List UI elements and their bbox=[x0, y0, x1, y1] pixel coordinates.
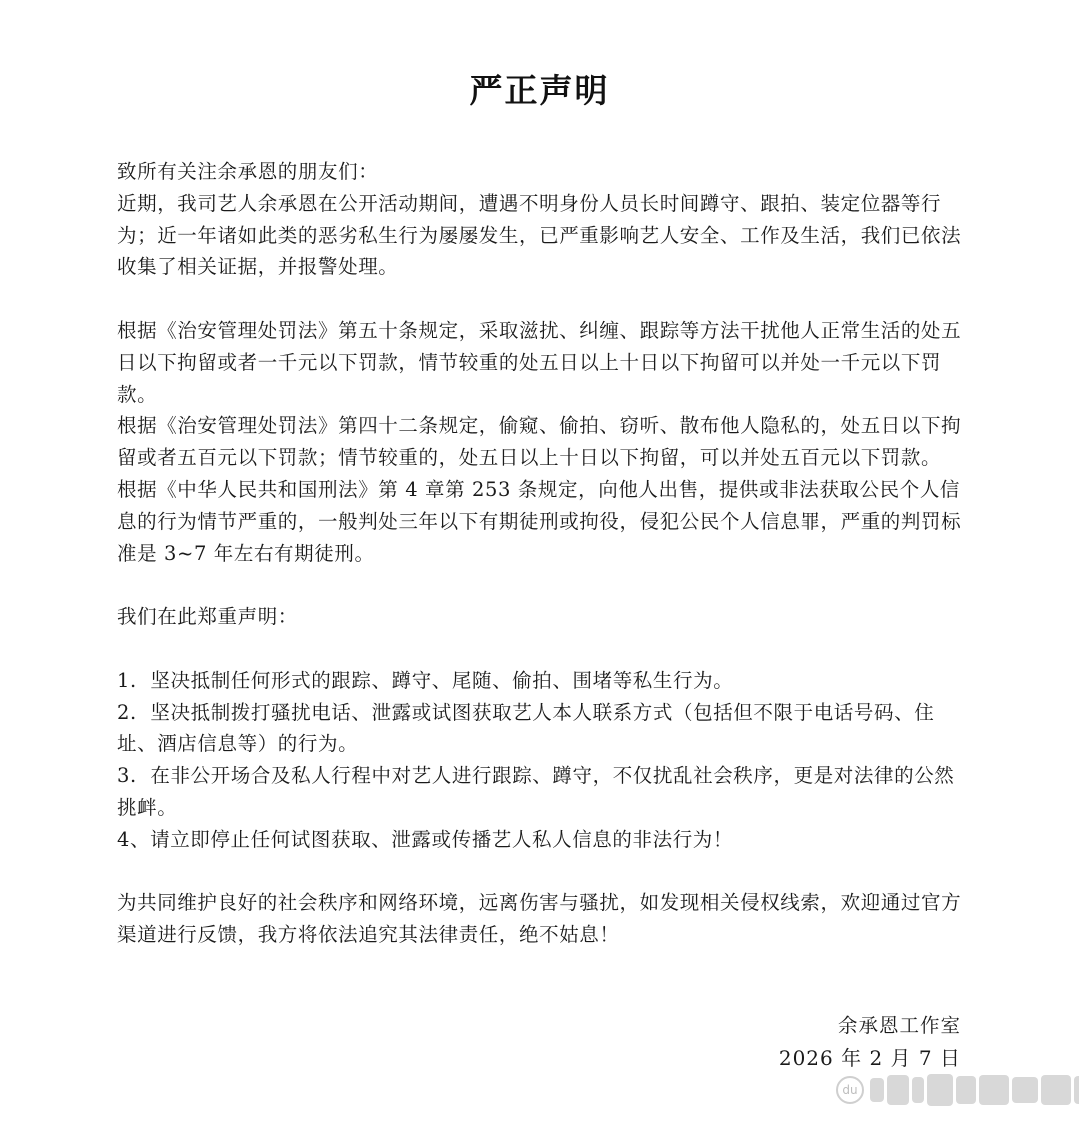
watermark-blurred-text bbox=[870, 1074, 1079, 1106]
incident-paragraph: 近期，我司艺人余承恩在公开活动期间，遭遇不明身份人员长时间蹲守、跟拍、装定位器等行为；近一年诸如此类的恶劣私生行为屡屡发生，已严重影响艺人安全、工作及生活，我们已依法收集了相关证据，并报警处理。 bbox=[117, 191, 962, 279]
law-paragraph-3: 根据《中华人民共和国刑法》第 4 章第 253 条规定，向他人出售，提供或非法获取公民个人信息的行为情节严重的，一般判处三年以下有期徒刑或拘役，侵犯公民个人信息罪，严重的判罚标准是 3~7 年左右有期徒刑。 bbox=[117, 477, 962, 565]
law-paragraph-2: 根据《治安管理处罚法》第四十二条规定，偷窥、偷拍、窃听、散布他人隐私的，处五日以下拘留或者五百元以下罚款；情节较重的，处五日以上十日以下拘留，可以并处五百元以下罚款。 bbox=[117, 414, 962, 470]
paragraph-gap bbox=[117, 283, 967, 315]
signature-date: 2026 年 2 月 7 日 bbox=[778, 1046, 961, 1070]
signature-block bbox=[779, 1010, 961, 1074]
page-title: 严正声明 bbox=[469, 71, 610, 110]
statement-body bbox=[117, 156, 967, 951]
declaration-item-2: 2. 坚决抵制拨打骚扰电话、泄露或试图获取艺人本人联系方式（包括但不限于电话号码、住址、酒店信息等）的行为。 bbox=[117, 700, 935, 756]
paragraph-gap bbox=[117, 569, 967, 601]
declaration-intro: 我们在此郑重声明： bbox=[117, 605, 298, 629]
salutation: 致所有关注余承恩的朋友们： bbox=[117, 160, 379, 183]
paragraph-gap bbox=[117, 856, 967, 888]
signature-org: 余承恩工作室 bbox=[837, 1014, 961, 1037]
paragraph-gap bbox=[117, 633, 967, 665]
closing-paragraph: 为共同维护良好的社会秩序和网络环境，远离伤害与骚扰，如发现相关侵权线索，欢迎通过官方渠道进行反馈，我方将依法追究其法律责任，绝不姑息！ bbox=[117, 891, 962, 947]
law-paragraph-1: 根据《治安管理处罚法》第五十条规定，采取滋扰、纠缠、跟踪等方法干扰他人正常生活的处五日以下拘留或者一千元以下罚款，情节较重的处五日以上十日以下拘留可以并处一千元以下罚款。 bbox=[117, 318, 962, 406]
declaration-item-1: 1. 坚决抵制任何形式的跟踪、蹲守、尾随、偷拍、围堵等私生行为。 bbox=[117, 668, 734, 692]
declaration-item-3: 3. 在非公开场合及私人行程中对艺人进行跟踪、蹲守，不仅扰乱社会秩序，更是对法律的公然挑衅。 bbox=[117, 764, 955, 819]
watermark-logo-text: du bbox=[842, 1083, 858, 1097]
declaration-item-4: 4、请立即停止任何试图获取、泄露或传播艺人私人信息的非法行为！ bbox=[117, 827, 734, 851]
watermark-logo-icon bbox=[836, 1076, 864, 1104]
watermark bbox=[836, 1068, 1079, 1112]
